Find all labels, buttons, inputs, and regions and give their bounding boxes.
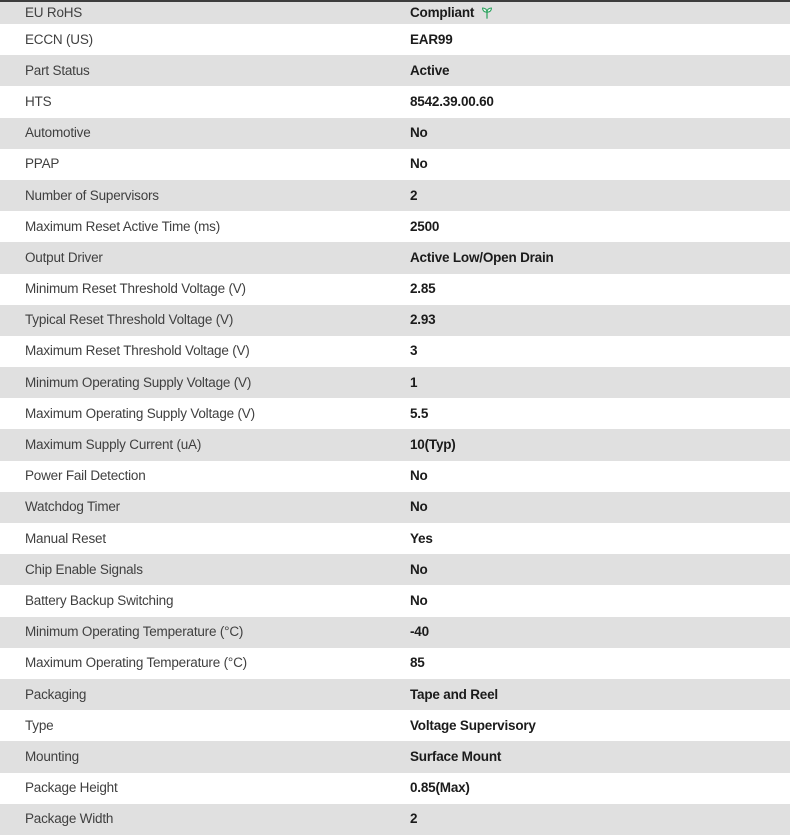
spec-row [0, 429, 790, 460]
spec-value: Tape and Reel [410, 686, 498, 702]
spec-label: Mounting [25, 748, 79, 764]
spec-label: PPAP [25, 156, 60, 172]
spec-value-cell [410, 780, 790, 796]
spec-row [0, 554, 790, 585]
spec-value: No [410, 125, 428, 141]
spec-value: No [410, 499, 428, 515]
spec-row [0, 305, 790, 336]
spec-row [0, 55, 790, 86]
spec-value: 0.85(Max) [410, 780, 470, 796]
spec-label: Watchdog Timer [25, 499, 120, 515]
spec-label: Maximum Operating Supply Voltage (V) [25, 405, 255, 421]
spec-value: No [410, 592, 428, 608]
spec-value-cell [410, 531, 790, 547]
spec-value: 2.85 [410, 281, 436, 297]
spec-label: Power Fail Detection [25, 468, 146, 484]
spec-row [0, 523, 790, 554]
spec-label: Chip Enable Signals [25, 561, 143, 577]
spec-value-cell [410, 811, 790, 827]
spec-label: Part Status [25, 62, 90, 78]
spec-value-cell [410, 343, 790, 359]
spec-label: Minimum Operating Supply Voltage (V) [25, 374, 252, 390]
spec-value: 2500 [410, 218, 440, 234]
spec-value-cell [410, 5, 790, 21]
spec-table [0, 2, 790, 835]
spec-value: 3 [410, 343, 418, 359]
spec-row [0, 367, 790, 398]
spec-value: Voltage Supervisory [410, 717, 536, 733]
spec-label: Package Height [25, 780, 118, 796]
spec-value: 2 [410, 811, 418, 827]
spec-value-cell [410, 655, 790, 671]
spec-value: 10(Typ) [410, 437, 456, 453]
spec-value: Yes [410, 530, 433, 546]
spec-value-cell [410, 562, 790, 578]
spec-row [0, 741, 790, 772]
spec-row [0, 398, 790, 429]
spec-row [0, 336, 790, 367]
spec-label: Minimum Reset Threshold Voltage (V) [25, 281, 246, 297]
spec-label: HTS [25, 93, 52, 109]
spec-label: Maximum Reset Active Time (ms) [25, 218, 221, 234]
spec-row [0, 804, 790, 835]
spec-value-cell [410, 188, 790, 204]
spec-row [0, 710, 790, 741]
spec-value: 8542.39.00.60 [410, 93, 494, 109]
spec-row [0, 118, 790, 149]
spec-value-cell [410, 250, 790, 266]
spec-label: Automotive [25, 125, 91, 141]
spec-value: Compliant [410, 5, 475, 20]
spec-row [0, 773, 790, 804]
spec-value: 85 [410, 655, 425, 671]
spec-row [0, 86, 790, 117]
spec-value-cell [410, 406, 790, 422]
spec-value-cell [410, 32, 790, 48]
spec-value: 5.5 [410, 405, 429, 421]
spec-row [0, 585, 790, 616]
spec-value-cell [410, 125, 790, 141]
spec-value-cell [410, 375, 790, 391]
spec-label: Output Driver [25, 249, 103, 265]
spec-value: Active [410, 62, 450, 78]
spec-row [0, 617, 790, 648]
spec-value: Surface Mount [410, 748, 502, 764]
spec-value-cell [410, 281, 790, 297]
leaf-icon [480, 6, 494, 20]
spec-label: Packaging [25, 686, 87, 702]
spec-value: 2 [410, 187, 418, 203]
spec-row [0, 492, 790, 523]
spec-row [0, 149, 790, 180]
spec-label: Number of Supervisors [25, 187, 159, 203]
spec-row [0, 648, 790, 679]
spec-label: Maximum Operating Temperature (°C) [25, 655, 247, 671]
spec-row [0, 679, 790, 710]
spec-label: Typical Reset Threshold Voltage (V) [25, 312, 234, 328]
spec-label: Maximum Supply Current (uA) [25, 437, 202, 453]
spec-label: Battery Backup Switching [25, 592, 174, 608]
spec-row [0, 2, 790, 24]
spec-value-cell [410, 63, 790, 79]
spec-label: Maximum Reset Threshold Voltage (V) [25, 343, 250, 359]
spec-value-cell [410, 624, 790, 640]
spec-value-cell [410, 219, 790, 235]
spec-value-cell [410, 156, 790, 172]
spec-row [0, 24, 790, 55]
spec-value: No [410, 156, 428, 172]
spec-row [0, 242, 790, 273]
spec-value: 2.93 [410, 312, 436, 328]
spec-row [0, 211, 790, 242]
spec-value-cell [410, 499, 790, 515]
spec-label: Type [25, 717, 54, 733]
spec-value: No [410, 468, 428, 484]
spec-value: No [410, 561, 428, 577]
spec-value-cell [410, 718, 790, 734]
spec-value: Active Low/Open Drain [410, 249, 554, 265]
spec-value-cell [410, 312, 790, 328]
spec-value: EAR99 [410, 31, 453, 47]
spec-value-cell [410, 593, 790, 609]
spec-label: Minimum Operating Temperature (°C) [25, 624, 244, 640]
spec-row [0, 274, 790, 305]
spec-value: -40 [410, 624, 429, 640]
spec-value-cell [410, 687, 790, 703]
spec-value-cell [410, 437, 790, 453]
spec-value-cell [410, 749, 790, 765]
spec-row [0, 180, 790, 211]
spec-label: Manual Reset [25, 530, 106, 546]
spec-value-cell [410, 468, 790, 484]
spec-value-cell [410, 94, 790, 110]
spec-label: ECCN (US) [25, 31, 93, 47]
spec-label: EU RoHS [25, 5, 83, 20]
spec-label: Package Width [25, 811, 114, 827]
spec-value: 1 [410, 374, 418, 390]
spec-row [0, 461, 790, 492]
